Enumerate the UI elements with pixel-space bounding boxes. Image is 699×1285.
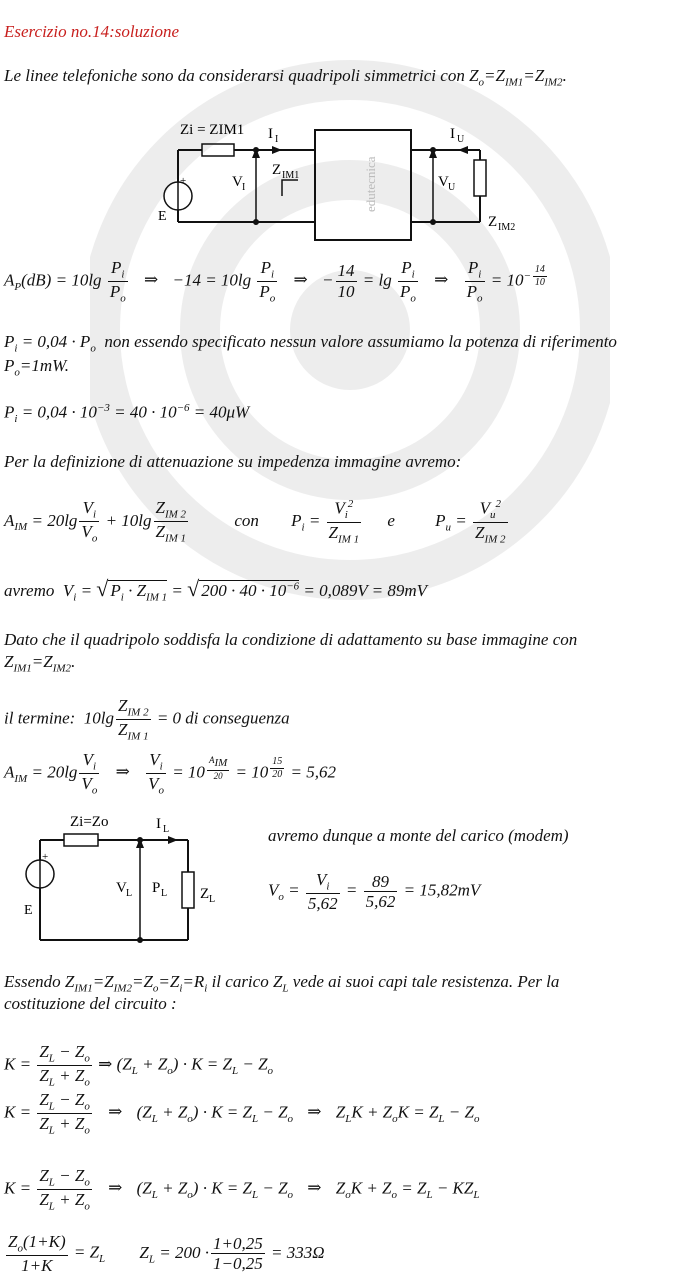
svg-text:V: V	[116, 880, 127, 896]
equation-k3: K = $\frac{Z_L - Z_o}{Z_L + Z_o}$ ⇒ $(Z_L + Z_o) \cdot K = Z_L - Z_o$ ⇒ $Z_oK + Z_o = Z_L - KZ_L$	[4, 1166, 480, 1213]
pi-text-line2: $P_o=1mW$.	[4, 356, 69, 379]
dato-line2: $Z_{IM1}=Z_{IM2}$.	[4, 652, 76, 675]
svg-text:L: L	[163, 824, 170, 835]
svg-text:V: V	[232, 174, 243, 190]
equation-ap: $A_P(dB) = 10\lg$ $\frac{P_i}{P_o}$ ⇒ −14 = 10lg $\frac{P_i}{P_o}$ ⇒ − $\frac{14}{10}$ = lg $\frac{P_i}{P_o}$ ⇒ $\frac{P_i}{P_o}$ = $10^{- \frac{14}{10}}$	[4, 258, 545, 305]
essendo-line1: Essendo $Z_{IM1}=Z_{IM2}=Z_o=Z_i=R_i$ il carico $Z_L$ vede ai suoi capi tale resistenza. Per la	[4, 972, 560, 995]
svg-text:Zi=Zo: Zi=Zo	[70, 814, 109, 830]
equation-zl: $\frac{Z_o(1+K)}{1+K}$ = $Z_L$ $Z_L = 200$ · $\frac{1+0,25}{1-0,25}$ = 333Ω	[8, 1232, 325, 1276]
essendo-line2: costituzione del circuito :	[4, 994, 177, 1013]
equation-aim: $A_{IM} = 20\lg$ $\frac{V_i}{V_o}$ + 10lg $\frac{Z_{IM 2}}{Z_{IM 1}}$ con $P_i$ = $\frac{V_i^2}{Z_{IM 1}}$ e $P_u$ = $\frac{V_u^2}{Z_{IM 2}}$	[4, 498, 506, 546]
svg-text:edutecnica: edutecnica	[363, 156, 378, 212]
equation-k2: K = $\frac{Z_L - Z_o}{Z_L + Z_o}$ ⇒ $(Z_L + Z_o) \cdot K = Z_L - Z_o$ ⇒ $Z_LK + Z_oK = Z_L - Z_o$	[4, 1090, 480, 1137]
svg-text:I: I	[156, 816, 161, 832]
equation-k1: K = $\frac{Z_L - Z_o}{Z_L + Z_o}$ ⇒ $(Z_L + Z_o) \cdot K = Z_L - Z_o$	[4, 1042, 274, 1089]
pi-text-line1: $P_i = 0,04 \cdot P_o$ non essendo specificato nessun valore assumiamo la potenza di riferimento	[4, 332, 617, 355]
svg-text:U: U	[448, 182, 456, 193]
svg-text:V: V	[438, 174, 449, 190]
svg-text:E: E	[158, 209, 167, 224]
circuit-diagram-1	[150, 112, 530, 252]
definition-text: Per la definizione di attenuazione su impedenza immagine avremo:	[4, 452, 462, 471]
svg-text:E: E	[24, 903, 33, 918]
svg-text:Z: Z	[272, 162, 282, 178]
title: Esercizio no.14:soluzione	[4, 22, 180, 41]
svg-text:+: +	[42, 851, 49, 863]
svg-text:L: L	[126, 888, 133, 899]
svg-text:I: I	[275, 134, 279, 145]
circuit-diagram-2	[20, 800, 250, 950]
svg-text:Z: Z	[200, 886, 210, 902]
svg-text:Zi = ZIM1: Zi = ZIM1	[180, 122, 245, 138]
equation-vo: $V_o$ = $\frac{V_i}{5,62}$ = $\frac{89}{5,62}$ = 15,82mV	[268, 870, 481, 914]
svg-text:U: U	[457, 134, 465, 145]
svg-text:P: P	[152, 880, 161, 896]
equation-aim2: $A_{IM} = 20\lg$ $\frac{V_i}{V_o}$ ⇒ $\frac{V_i}{V_o}$ = 10 $^{\frac{A_{IM}}{20}}$ = 10 $^{\frac{15}{20}}$ = 5,62	[4, 750, 336, 797]
svg-text:Z: Z	[488, 214, 498, 230]
svg-text:I: I	[450, 126, 455, 142]
svg-text:I: I	[242, 182, 246, 193]
svg-text:IM1: IM1	[282, 170, 300, 181]
equation-vi: avremo $V_i$ = √ $P_i \cdot Z_{IM 1}$ = √ $200 \cdot 40 \cdot 10^{-6} = 0,089V = 89mV$	[4, 576, 428, 604]
dato-line1: Dato che il quadripolo soddisfa la condizione di adattamento su base immagine con	[4, 630, 578, 649]
monte-text: avremo dunque a monte del carico (modem)	[268, 826, 569, 845]
equation-termine: il termine: 10lg $\frac{Z_{IM 2}}{Z_{IM 1}}$ = 0 di conseguenza	[4, 696, 290, 743]
svg-text:IM2: IM2	[498, 222, 516, 233]
svg-text:L: L	[161, 888, 168, 899]
svg-text:+: +	[180, 175, 187, 187]
pi-calc: $P_i = 0,04 \cdot 10^{-3} = 40 \cdot 10^{-6} = 40\mu W$	[4, 402, 250, 426]
intro-text: Le linee telefoniche sono da considerarsi quadripoli simmetrici con $Z_o=Z_{IM1}=Z_{IM2}$.	[4, 66, 567, 89]
svg-text:I: I	[268, 126, 273, 142]
svg-text:L: L	[209, 894, 216, 905]
